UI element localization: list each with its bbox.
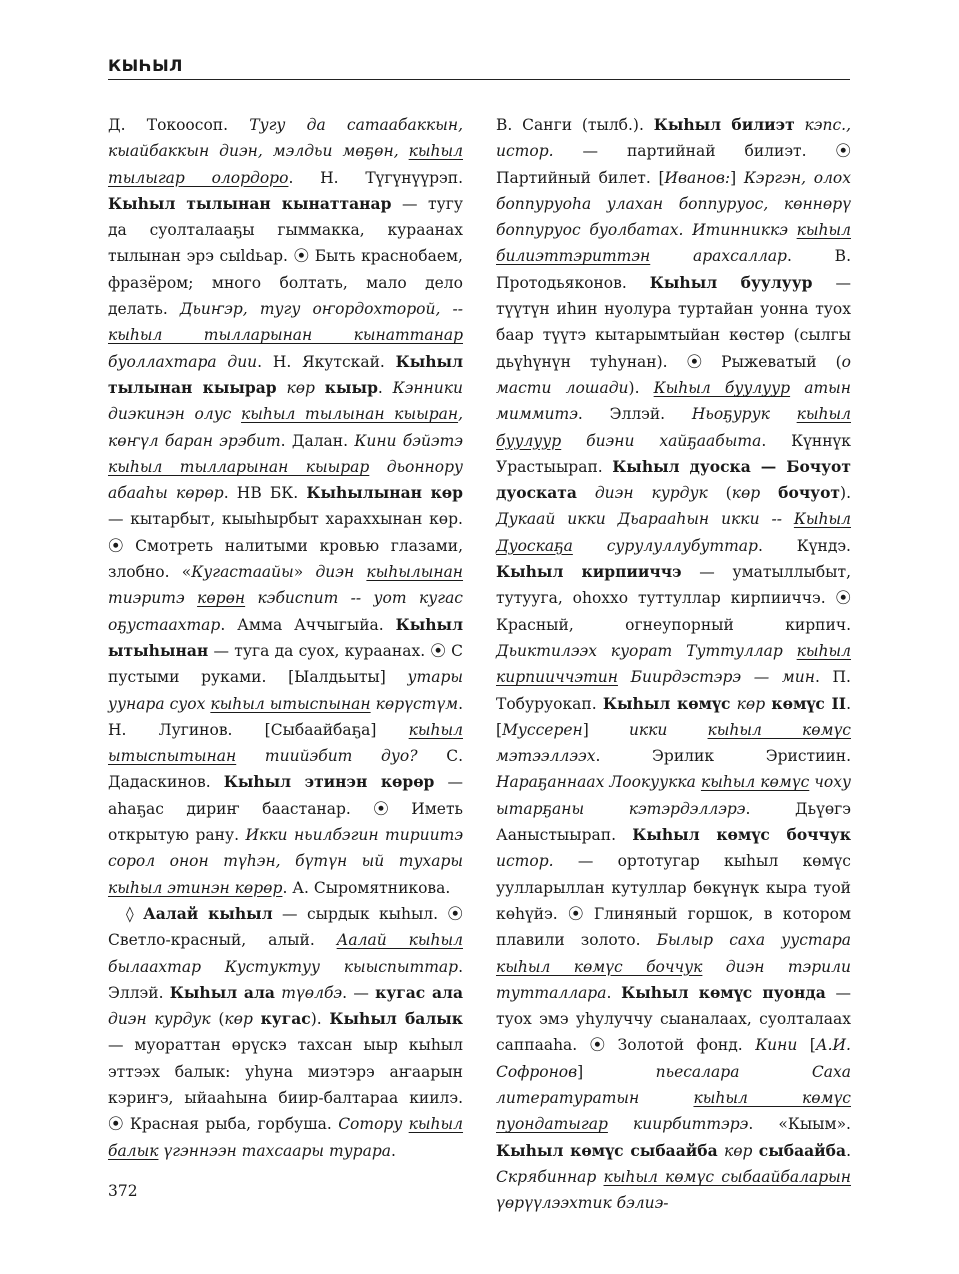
text-run: (: [707, 484, 732, 503]
italic-run: Кэргэн, олох боппуруоһа улахан боппуруос, көннөрү боппуруос буолбатах. Итинниккэ: [496, 168, 852, 240]
italic-run: дьоннору абааһы көрөр: [108, 457, 463, 503]
italic-run: чоху ытарҕаны кэтэрдэллэрэ: [496, 773, 851, 818]
text-run: . —: [342, 983, 376, 1002]
text-run: — кытарбыт, кыыһырбыт хараххынан көр. ⦿ Смотреть налитыми кровью глазами, злобно. «: [108, 510, 463, 582]
italic-run: пьесалара Саха литературатын: [496, 1062, 851, 1107]
italic-run: Дьиҥэр, тугу оҥордохторой, --: [179, 300, 464, 319]
example-highlight: кыһыл көмүс: [700, 773, 810, 792]
example-highlight: кыһыл кирпииччэтин: [496, 641, 851, 687]
text-run: . Эллэй.: [108, 957, 463, 1002]
italic-run: , көҥүл баран эрэбит: [108, 405, 463, 450]
text-run: ◊: [126, 904, 144, 923]
text-run: Д. Токоосоп.: [108, 116, 250, 134]
italic-run: диэн: [315, 563, 367, 582]
example-highlight: кыһыл көмүс: [707, 720, 851, 739]
header-rule: [108, 79, 850, 80]
page-number: 372: [108, 1182, 138, 1200]
italic-run: атын миммитэ: [496, 378, 852, 424]
italic-run: көр: [276, 378, 325, 397]
headword: көмүс II: [771, 693, 847, 713]
example-highlight: көрөн: [197, 589, 246, 608]
text-run: . В. Протодьяконов.: [496, 247, 851, 292]
headword: Аалай кыһыл: [143, 903, 273, 923]
text-run: С. Дадаскинов.: [108, 747, 464, 792]
example-highlight: кыһылынан: [366, 563, 464, 582]
example-highlight: Аалай кыһыл: [336, 931, 463, 950]
italic-run: Сотору: [338, 1115, 409, 1134]
headword: Кыһыл тылынан кынаттанар: [108, 193, 392, 213]
text-run: . Н. Түгүнүүрэп.: [288, 168, 463, 187]
italic-run: түөлбэ: [274, 983, 343, 1002]
italic-run: көр: [717, 1141, 759, 1160]
text-run: — түүтүн иһин нуолура туртайан уонна туох баар түүтэ кытарымтыйан көстөр (сылгы дьүһүнүн туһунан). ⦿ Рыжеватый (: [496, 273, 851, 371]
headword: Кыһыл этинэн көрөр: [223, 772, 435, 792]
headword: бочуот: [778, 483, 841, 503]
example-highlight: кыһыл көмүс боччук: [496, 957, 703, 976]
headword: Кыһыл кирпииччэ: [496, 562, 682, 582]
headword: кыыр: [324, 377, 378, 397]
text-run: [: [797, 1036, 816, 1055]
text-run: . «Кыым».: [748, 1115, 851, 1134]
headword: кугас: [260, 1009, 311, 1029]
italic-run: киирбиттэрэ: [607, 1115, 749, 1134]
text-run: . А. Сыромятникова.: [282, 878, 451, 897]
text-run: — ортотугар кыһыл көмүс уулларыллан кутуллар бөкүнүк кыра туой көһүйэ. ⦿ Глиняный горшок, в котором плавили золото.: [496, 852, 851, 950]
text-run: . Н. Якутскай.: [257, 352, 396, 371]
italic-run: Скрябиннар: [496, 1167, 604, 1186]
headword: Кыһыл билиэт: [653, 115, 795, 134]
text-run: ).: [310, 1010, 330, 1029]
text-run: . Далан.: [280, 431, 355, 450]
text-run: — сырдык кыһыл. ⦿ Светло-красный, алый.: [108, 904, 463, 950]
paragraph: [496, 112, 851, 1216]
italic-run: Биирдэстэрэ — мин: [617, 668, 815, 687]
example-highlight: кыһыл этинэн көрөр: [108, 878, 283, 897]
italic-run: тиэритэ: [108, 589, 198, 608]
text-run: .: [377, 378, 393, 397]
italic-run: көрүстүм: [370, 694, 459, 713]
text-run: — уматыллыбыт, тутууга, оһоххо туттуллар кирпииччэ. ⦿ Красный, огнеупорный кирпич.: [496, 563, 851, 634]
italic-run: тиийэбит дуо?: [236, 747, 418, 766]
text-run: — аһаҕас дириҥ баастанар. ⦿ Иметь открытую рану.: [108, 773, 463, 845]
italic-run: үөрүүлээхтик бэлиэ-: [496, 1194, 669, 1213]
example-highlight: кыһыл көмүс пуондатыгар: [496, 1088, 851, 1134]
text-run: (: [210, 1010, 225, 1029]
example-highlight: кыһыл буулуур: [496, 405, 851, 450]
text-run: . Амма Аччыгыйа.: [220, 615, 396, 634]
italic-run: Тугу да сатаабаккын, кыайбаккын диэн, мэлдьи мөҕөн,: [108, 116, 463, 161]
italic-run: мэтээллээх: [496, 747, 596, 766]
example-highlight: кыһыл балык: [108, 1115, 464, 1160]
text-run: . Күннүк Урастыырап.: [496, 431, 851, 476]
italic-run: Кини бэйэтэ: [354, 431, 463, 450]
example-highlight: кыһыл ытыспынан: [210, 694, 371, 713]
text-run: ]: [577, 1062, 656, 1081]
headword: Кыһыл балык: [329, 1009, 463, 1029]
running-header: КЫҺЫЛ: [108, 56, 183, 75]
italic-run: Дьиктилээх куорат Туттуллар: [496, 641, 797, 660]
text-run: В. Санги (тылб.).: [496, 116, 654, 134]
italic-run: көр: [731, 484, 779, 503]
text-run: — туох эмэ уһулуччу сыаналаах, суолталаах саппааһа. ⦿ Золотой фонд.: [496, 983, 852, 1055]
left-column: [108, 112, 463, 1164]
italic-run: диэн курдук: [108, 1010, 211, 1029]
italic-run: былаахтар Кустуктуу кыыспыттар: [108, 957, 459, 976]
italic-run: Муссерен: [502, 720, 583, 739]
italic-run: кэбиспит -- уот кугас оҕустаахтар: [108, 589, 463, 634]
text-run: ).: [840, 484, 852, 503]
text-run: — туга да суох, кураанах. ⦿ С пустыми руками. [Ыалдьыты]: [108, 641, 463, 687]
text-run: ).: [628, 378, 654, 397]
headword: Кыһылынан көр: [306, 483, 463, 503]
italic-run: Нараҕаннаах Лоокуукка: [496, 773, 701, 792]
italic-run: сурулуллубуттар: [572, 536, 758, 555]
italic-run: биэни хайҕаабыта: [561, 431, 762, 450]
italic-run: кэпс., истор.: [496, 116, 852, 161]
headword: Кыһыл буулуур: [649, 272, 813, 292]
text-run: . Эрилик Эристиин.: [595, 747, 851, 766]
text-run: ]: [730, 168, 744, 187]
italic-run: А.И. Софронов: [496, 1036, 851, 1081]
italic-run: арахсаллар: [650, 247, 787, 266]
text-run: — тугу да суолталааҕы гыммакка, кураанах тылынан эрэ сыldьар. ⦿ Быть краснобаем, фразёром; много болтать, мало дело делать.: [108, 194, 463, 319]
paragraph: [108, 112, 463, 901]
italic-run: утары уунара суох: [108, 668, 463, 713]
italic-run: көр: [730, 694, 772, 713]
headword: Кыһыл ытыһынан: [108, 614, 463, 660]
paragraph: [108, 901, 463, 1164]
italic-run: о масти лошади: [496, 352, 851, 397]
text-run: . Эллэй.: [577, 405, 692, 424]
headword: Кыһыл көмүс боччук: [632, 825, 851, 845]
text-run: — партийнай билиэт. ⦿ Партийный билет. [: [496, 142, 851, 187]
example-highlight: кыһыл тылларынан кынаттанар: [108, 326, 463, 345]
text-run: .: [391, 1141, 396, 1160]
text-run: .: [606, 983, 622, 1002]
text-run: . П. Тобуруокап.: [496, 668, 851, 713]
example-highlight: кыһыл көмүс сыбаайбаларын: [603, 1167, 851, 1186]
italic-run: истор.: [496, 852, 554, 871]
right-column: [496, 112, 851, 1216]
italic-run: Кини: [755, 1036, 798, 1055]
italic-run: буоллахтара дии: [108, 352, 258, 371]
italic-run: көр: [224, 1010, 261, 1029]
headword: Кыһыл тылынан кыырар: [108, 351, 463, 397]
italic-run: Былыр саха уустара: [656, 931, 851, 950]
example-highlight: кыһыл тылыгар олордоро: [108, 142, 463, 187]
example-highlight: кыһыл тылларынан кыырар: [108, 457, 370, 476]
headword: Кыһыл дуоска — Бочуот дуоската: [496, 456, 851, 503]
text-run: . Күндэ.: [757, 536, 851, 555]
italic-run: диэн курдук: [576, 484, 708, 503]
headword: сыбаайба: [758, 1140, 847, 1160]
italic-run: икки: [628, 720, 708, 739]
headword: кугас ала: [375, 982, 463, 1002]
text-run: . [: [496, 694, 851, 739]
example-highlight: кыһыл билиэттэриттэн: [496, 221, 851, 266]
headword: Кыһыл көмүс сыбаайба: [496, 1140, 718, 1160]
example-highlight: кыһыл тылынан кыыран: [241, 405, 459, 424]
headword: Кыһыл көмүс пуонда: [621, 982, 826, 1002]
italic-run: Иванов:: [664, 168, 731, 187]
text-run: ]: [582, 720, 629, 739]
text-run: — муораттан өрүскэ тахсан ыыр кыһыл эттээх балык: уһуна миэтэрэ аҥаарын кэриҥэ, ыйааһына биир-балтараа киилэ. ⦿ Красная рыба, горбуша.: [108, 1036, 463, 1134]
example-highlight: Кыһыл Дуоскаҕа: [496, 510, 851, 555]
italic-run: Икки ньилбэгин тириитэ сорол онон түһэн, бүтүн ый тухары: [108, 826, 464, 871]
headword: Кыһыл көмүс: [602, 693, 731, 713]
text-run: . НВ БК.: [223, 484, 307, 503]
text-run: .: [846, 1141, 851, 1160]
italic-run: Кэнники диэкинэн олус: [108, 378, 463, 424]
italic-run: диэн тэрили тутталлара: [496, 957, 851, 1002]
italic-run: үгэннээн тахсаары турара: [158, 1141, 391, 1160]
example-highlight: Кыһыл буулуур: [653, 378, 791, 397]
text-run: »: [293, 563, 316, 582]
italic-run: Дукаай икки Дьарааһын икки --: [496, 510, 794, 529]
example-highlight: кыһыл ытыспытынан: [108, 720, 463, 766]
text-run: . Дьүөгэ Ааныстыырап.: [496, 799, 851, 845]
headword: Кыһыл ала: [169, 982, 275, 1002]
text-run: . Н. Лугинов. [Сыбаайбаҕа]: [108, 694, 463, 739]
italic-run: Ньоҕурук: [691, 405, 797, 424]
italic-run: Кугастаайы: [191, 563, 294, 582]
